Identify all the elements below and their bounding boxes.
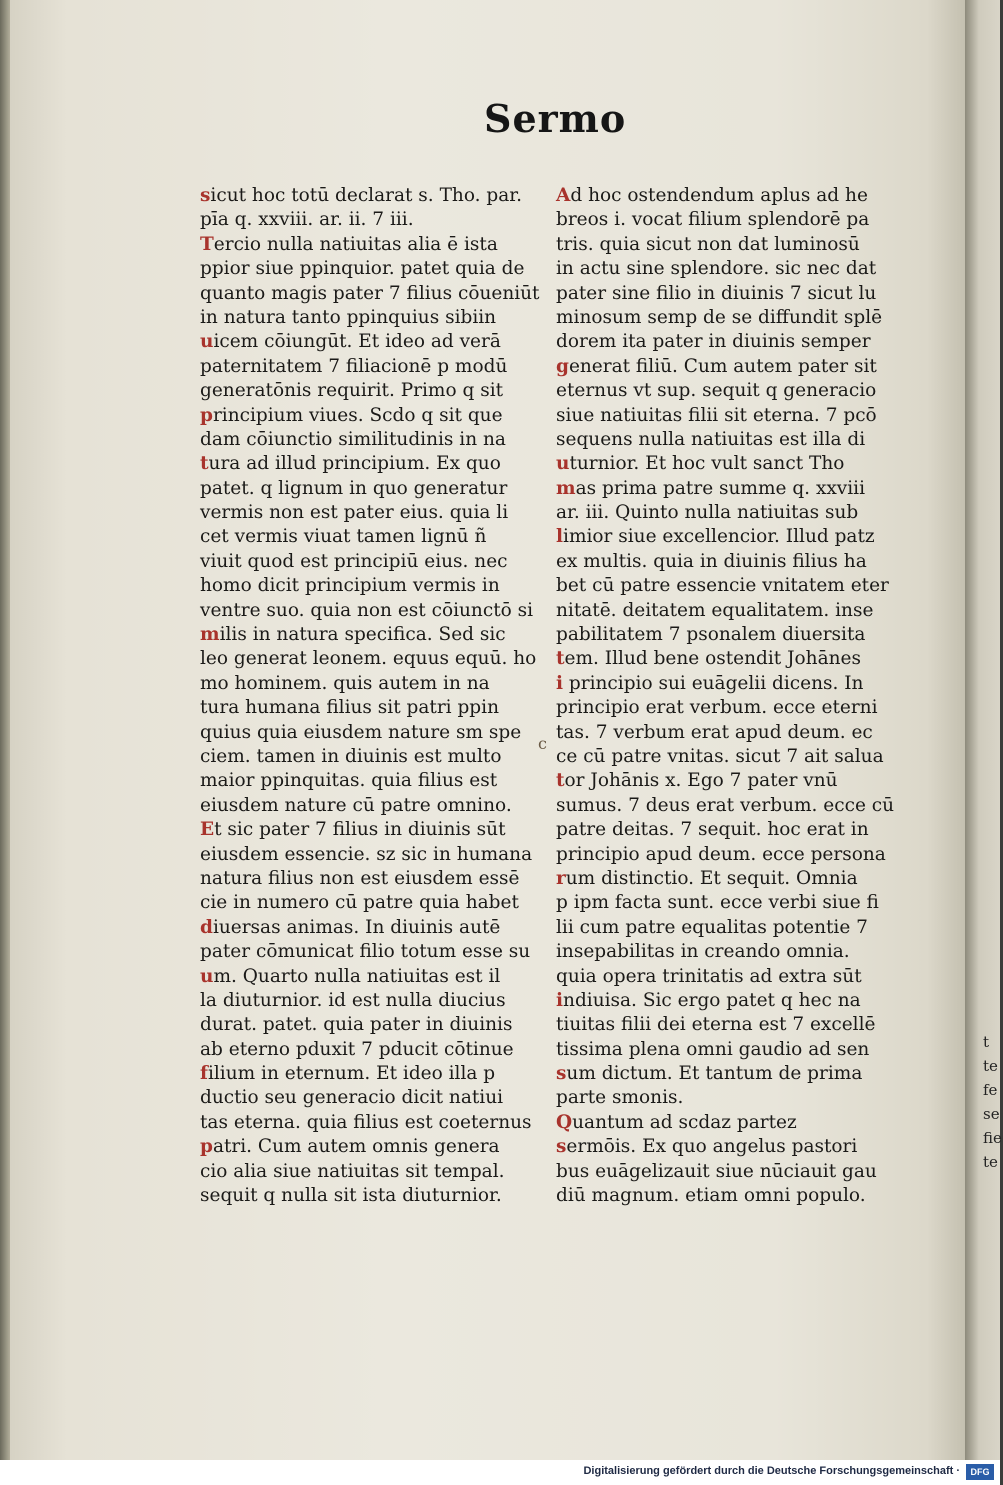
- text-line: eiusdem nature cū patre omnino.: [200, 794, 512, 816]
- text-line-rest: turnior. Et hoc vult sanct Tho: [569, 453, 845, 475]
- text-line-rest: enerat filiū. Cum autem pater sit: [568, 355, 877, 377]
- rubric-initial: u: [200, 331, 214, 353]
- text-line-rest: atri. Cum autem omnis genera: [212, 1136, 500, 1158]
- text-line: in natura tanto ppinquius sibiin: [200, 306, 497, 328]
- text-line: [200, 330, 545, 354]
- text-line: cet vermis viuat tamen lignū ñ: [200, 526, 487, 548]
- rubric-initial: m: [200, 624, 220, 646]
- text-line-rest: um dictum. Et tantum de prima: [566, 1063, 863, 1085]
- text-line-rest: ilis in natura specifica. Sed sic: [219, 624, 506, 646]
- text-line: ar. iii. Quinto nulla natiuitas sub: [556, 502, 859, 524]
- text-line: minosum semp de se diffundit splē: [556, 306, 883, 328]
- text-line-rest: t sic pater 7 filius in diuinis sūt: [214, 819, 506, 841]
- next-page-fragment-line: fie: [983, 1129, 1002, 1147]
- text-line-rest: em. Illud bene ostendit Johānes: [564, 648, 861, 670]
- text-line-rest: icem cōiungūt. Et ideo ad verā: [213, 331, 501, 353]
- text-line: homo dicit principium vermis in: [200, 575, 500, 597]
- text-line: p ipm facta sunt. ecce verbi siue fi: [556, 892, 879, 914]
- rubric-initial: i: [556, 989, 564, 1011]
- text-line: pater cōmunicat filio totum esse su: [200, 941, 531, 963]
- text-line-rest: icut hoc totū declarat s. Tho. par.: [210, 185, 522, 206]
- text-line: ductio seu generacio dicit natiui: [200, 1087, 504, 1109]
- text-line: [200, 184, 545, 208]
- next-page-fragment-line: fe: [983, 1081, 998, 1099]
- rubric-initial: p: [200, 1136, 213, 1158]
- text-line: principio apud deum. ecce persona: [556, 843, 886, 865]
- text-line: ventre suo. quia non est cōiunctō si: [200, 599, 534, 621]
- text-line: [200, 233, 545, 257]
- text-line: [200, 916, 545, 940]
- rubric-initial: u: [200, 965, 214, 987]
- text-line: insepabilitas in creando omnia.: [556, 941, 850, 963]
- text-line-rest: ndiuisa. Sic ergo patet q hec na: [563, 989, 861, 1011]
- text-line-rest: ermōis. Ex quo angelus pastori: [566, 1136, 858, 1158]
- text-line: patet. q lignum in quo generatur: [200, 477, 508, 499]
- text-line: breos i. vocat filium splendorē pa: [556, 209, 870, 231]
- text-line: ppior siue ppinquior. patet quia de: [200, 258, 525, 280]
- text-line-rest: ilium in eternum. Et ideo illa p: [207, 1063, 496, 1085]
- text-line: sequens nulla natiuitas est illa di: [556, 428, 866, 450]
- text-line-rest: ercio nulla natiuitas alia ē ista: [213, 233, 498, 255]
- text-line-rest: ura ad illud principium. Ex quo: [208, 453, 501, 475]
- page-header-title: Sermo: [484, 96, 627, 141]
- text-line-rest: um distinctio. Et sequit. Omnia: [565, 867, 858, 889]
- text-line: pabilitatem 7 psonalem diuersita: [556, 624, 866, 646]
- text-line: dam cōiunctio similitudinis in na: [200, 428, 506, 450]
- text-line: quia opera trinitatis ad extra sūt: [556, 965, 862, 987]
- text-line: tura humana filius sit patri ppin: [200, 697, 499, 719]
- text-line: tris. quia sicut non dat luminosū: [556, 233, 860, 255]
- dfg-logo: DFG: [966, 1464, 994, 1480]
- text-line: bus euāgelizauit siue nūciauit gau: [556, 1160, 877, 1182]
- text-line: eternus vt sup. sequit q generacio: [556, 380, 877, 402]
- text-line: in actu sine splendore. sic nec dat: [556, 258, 877, 280]
- text-line: mo hominem. quis autem in na: [200, 672, 490, 694]
- text-line-rest: uantum ad scdaz partez: [572, 1111, 797, 1133]
- text-line: [200, 965, 545, 989]
- rubric-initial: t: [556, 770, 565, 792]
- text-line: [556, 647, 886, 671]
- text-line: [200, 1135, 545, 1159]
- text-line: cie in numero cū patre quia habet: [200, 892, 519, 914]
- text-line: [556, 1135, 886, 1159]
- text-line: quanto magis pater 7 filius cōueniūt: [200, 282, 540, 304]
- text-line: cio alia siue natiuitas sit tempal.: [200, 1160, 505, 1182]
- text-line-rest: principio sui euāgelii dicens. In: [563, 672, 864, 694]
- text-line: [556, 184, 886, 208]
- rubric-initial: d: [200, 916, 213, 938]
- next-page-fragment-line: te: [983, 1153, 998, 1171]
- text-line: diū magnum. etiam omni populo.: [556, 1185, 866, 1207]
- text-line: [556, 355, 886, 379]
- text-line: parte smonis.: [556, 1087, 684, 1109]
- rubric-initial: p: [200, 404, 213, 426]
- text-line: vermis non est pater eius. quia li: [200, 502, 509, 524]
- text-line: natura filius non est eiusdem essē: [200, 867, 520, 889]
- next-page-fragment-line: t: [983, 1033, 990, 1051]
- text-line: tas. 7 verbum erat apud deum. ec: [556, 721, 873, 743]
- text-line: [200, 623, 545, 647]
- text-line: paternitatem 7 filiacionē p modū: [200, 355, 508, 377]
- text-line: [200, 404, 545, 428]
- text-line: [556, 1111, 886, 1135]
- text-line: [556, 525, 886, 549]
- text-column-right: [556, 184, 895, 1208]
- text-line: [200, 818, 545, 842]
- text-line: ce cū patre vnitas. sicut 7 ait salua: [556, 745, 884, 767]
- text-line: tiuitas filii dei eterna est 7 excellē: [556, 1014, 876, 1036]
- text-line: ciem. tamen in diuinis est multo: [200, 745, 502, 767]
- rubric-initial: g: [556, 355, 569, 377]
- text-line: durat. patet. quia pater in diuinis: [200, 1014, 513, 1036]
- text-line: [200, 452, 545, 476]
- text-column-left: [200, 184, 545, 1208]
- text-line: [556, 452, 886, 476]
- rubric-initial: f: [200, 1063, 208, 1085]
- rubric-initial: i: [556, 672, 564, 694]
- text-line-rest: as prima patre summe q. xxviii: [575, 477, 866, 499]
- text-line: [556, 989, 886, 1013]
- rubric-initial: t: [556, 648, 565, 670]
- text-line: patre deitas. 7 sequit. hoc erat in: [556, 819, 869, 841]
- text-line-rest: or Johānis x. Ego 7 pater vnū: [564, 770, 838, 792]
- text-line: quius quia eiusdem nature sm spe: [200, 721, 522, 743]
- rubric-initial: m: [556, 477, 576, 499]
- text-line: ex multis. quia in diuinis filius ha: [556, 550, 867, 572]
- rubric-initial: A: [556, 185, 571, 206]
- marginal-note: c: [538, 734, 547, 753]
- rubric-initial: s: [200, 185, 211, 206]
- text-line-rest: d hoc ostendendum aplus ad he: [570, 185, 868, 206]
- rubric-initial: l: [556, 526, 564, 548]
- rubric-initial: s: [556, 1136, 567, 1158]
- footer-credit: Digitalisierung gefördert durch die Deutsche Forschungsgemeinschaft ·: [583, 1465, 960, 1477]
- text-line: lii cum patre equalitas potentie 7: [556, 916, 868, 938]
- rubric-initial: s: [556, 1063, 567, 1085]
- rubric-initial: Q: [556, 1111, 573, 1133]
- text-line-rest: rincipium viues. Scdo q sit que: [212, 404, 503, 426]
- text-line-rest: iuersas animas. In diuinis autē: [212, 916, 501, 938]
- text-line: generatōnis requirit. Primo q sit: [200, 380, 504, 402]
- text-line: maior ppinquitas. quia filius est: [200, 770, 498, 792]
- text-line: [556, 867, 886, 891]
- text-line: [556, 477, 886, 501]
- text-line: sequit q nulla sit ista diuturnior.: [200, 1185, 502, 1207]
- rubric-initial: u: [556, 453, 570, 475]
- text-line: leo generat leonem. equus equū. ho: [200, 648, 537, 670]
- text-line: [556, 672, 886, 696]
- text-line: la diuturnior. id est nulla diucius: [200, 989, 506, 1011]
- text-line: nitatē. deitatem equalitatem. inse: [556, 599, 874, 621]
- text-line: viuit quod est principiū eius. nec: [200, 550, 508, 572]
- next-page-fragment: [983, 1030, 1003, 1174]
- text-line: tissima plena omni gaudio ad sen: [556, 1038, 870, 1060]
- text-line: tas eterna. quia filius est coeternus: [200, 1111, 532, 1133]
- next-page-edge: [965, 0, 1000, 1460]
- text-line: [556, 1062, 886, 1086]
- rubric-initial: t: [200, 453, 209, 475]
- text-line-rest: m. Quarto nulla natiuitas est il: [213, 965, 501, 987]
- text-line: [556, 769, 886, 793]
- text-line: [200, 1062, 545, 1086]
- text-line: ab eterno pduxit 7 pducit cōtinue: [200, 1038, 514, 1060]
- text-line: pīa q. xxviii. ar. ii. 7 iii.: [200, 209, 414, 231]
- text-line: sumus. 7 deus erat verbum. ecce cū: [556, 794, 895, 816]
- rubric-initial: r: [556, 867, 566, 889]
- text-line: eiusdem essencie. sz sic in humana: [200, 843, 533, 865]
- text-line: dorem ita pater in diuinis semper: [556, 331, 871, 353]
- rubric-initial: E: [200, 819, 215, 841]
- text-line: bet cū patre essencie vnitatem eter: [556, 575, 889, 597]
- text-line: siue natiuitas filii sit eterna. 7 pcō: [556, 404, 877, 426]
- footer-bar: [0, 1460, 1000, 1485]
- text-line-rest: imior siue excellencior. Illud patz: [563, 526, 875, 548]
- rubric-initial: T: [200, 233, 214, 255]
- next-page-fragment-line: se: [983, 1105, 1000, 1123]
- text-line: principio erat verbum. ecce eterni: [556, 697, 878, 719]
- next-page-fragment-line: te: [983, 1057, 998, 1075]
- text-line: pater sine filio in diuinis 7 sicut lu: [556, 282, 877, 304]
